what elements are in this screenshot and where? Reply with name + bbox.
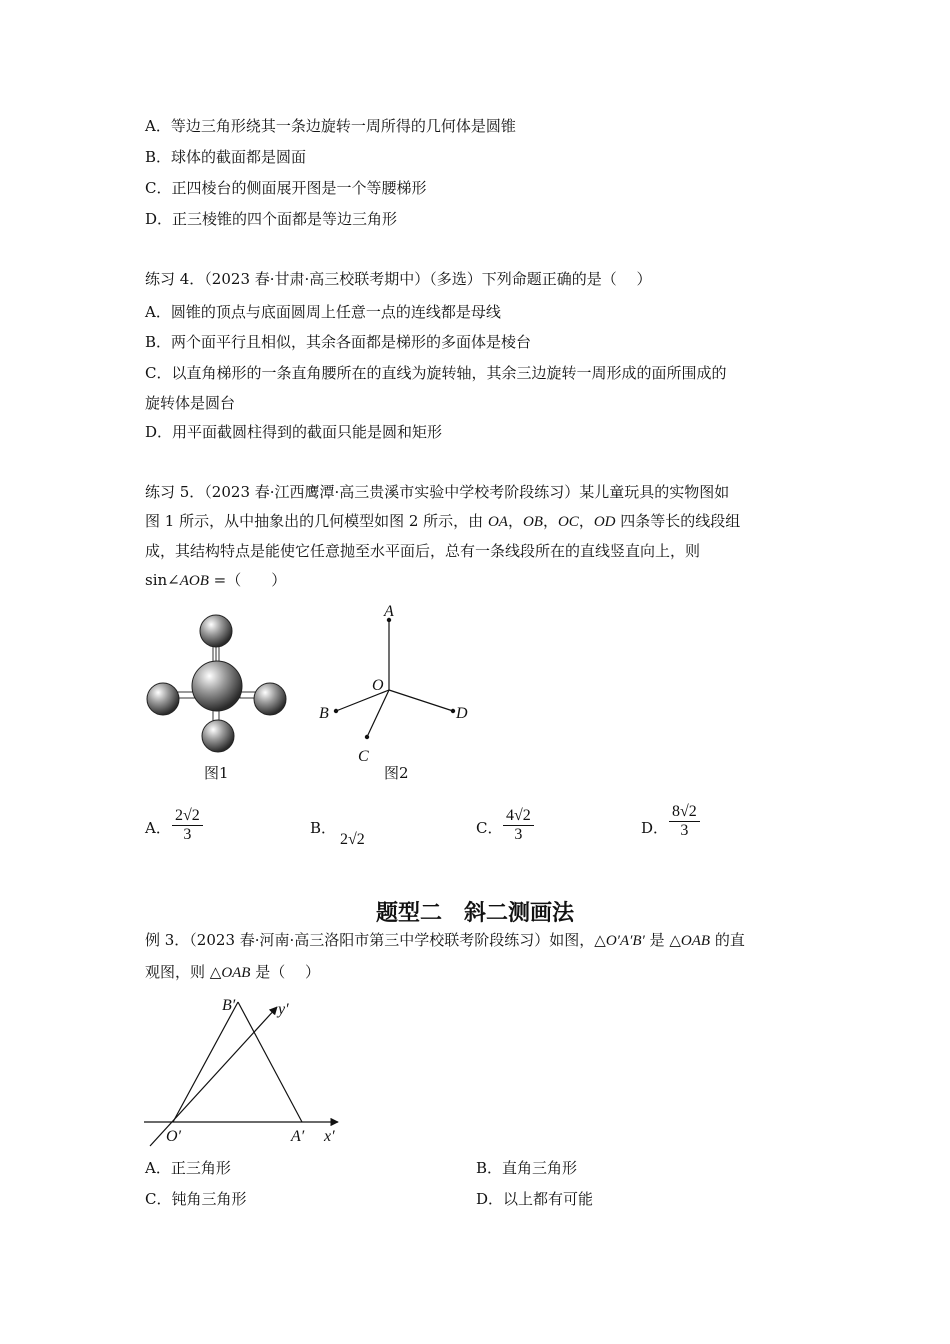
example3-line2: 观图，则 △OAB 是（ ）: [145, 963, 321, 981]
q3-option-c: C．正四棱台的侧面展开图是一个等腰梯形: [145, 179, 427, 197]
section-title: 题型二 斜二测画法: [375, 901, 574, 926]
example3-line1: 例 3．（2023 春·河南·高三洛阳市第三中学校联考阶段练习）如图，△O′A′B′ 是 △OAB 的直: [145, 931, 745, 949]
ex5-choice-d: $\frac{8√2}{3}$: [669, 803, 700, 840]
figure-2-caption: 图2: [384, 764, 409, 782]
fig2-label-d: D: [456, 705, 468, 722]
fig2-label-c: C: [358, 748, 369, 765]
ex5-line4: sin∠AOB =（ ）: [145, 571, 287, 589]
ex4-option-a: A．圆锥的顶点与底面圆周上任意一点的连线都是母线: [145, 303, 501, 321]
ex4-option-d: D．用平面截圆柱得到的截面只能是圆和矩形: [145, 423, 443, 441]
ex5-line2: 图 1 所示，从中抽象出的几何模型如图 2 所示，由 OA，OB，OC，OD 四条等长的线段组: [145, 512, 741, 530]
ex5-choice-b-label: B．: [310, 819, 337, 837]
ex5-line1: 练习 5．（2023 春·江西鹰潭·高三贵溪市实验中学校考阶段练习）某儿童玩具的实物图如: [145, 483, 730, 501]
seg-oc: OC: [557, 514, 579, 530]
fig2-label-o: O: [372, 677, 384, 694]
ex5-choice-d-label: D．: [641, 819, 669, 837]
ex4-stem: 练习 4．（2023 春·甘肃·高三校联考期中）（多选）下列命题正确的是（ ）: [145, 270, 652, 288]
seg-od: OD: [593, 514, 616, 530]
q3-option-a: A．等边三角形绕其一条边旋转一周所得的几何体是圆锥: [145, 117, 516, 135]
fig2-label-a: A: [384, 603, 394, 620]
example3-option-b: B．直角三角形: [476, 1159, 578, 1177]
ex3-label-x: x′: [324, 1128, 335, 1145]
figure-1-toy: [140, 608, 300, 758]
ex5-choice-c: $\frac{4√2}{3}$: [503, 807, 534, 844]
ex4-option-c: C．以直角梯形的一条直角腰所在的直线为旋转轴，其余三边旋转一周形成的面所围成的: [145, 364, 727, 382]
fig2-label-b: B: [319, 705, 329, 722]
example3-option-c: C．钝角三角形: [145, 1190, 247, 1208]
example3-option-a: A．正三角形: [145, 1159, 231, 1177]
ex5-choice-c-label: C．: [476, 819, 503, 837]
ex5-choice-a-label: A．: [145, 819, 171, 837]
figure-2-model: [310, 600, 490, 770]
ex3-label-a: A′: [291, 1128, 305, 1145]
seg-ob: OB: [522, 514, 543, 530]
q3-option-b: B．球体的截面都是圆面: [145, 148, 307, 166]
q3-option-d: D．正三棱锥的四个面都是等边三角形: [145, 210, 398, 228]
ex5-line3: 成，其结构特点是能使它任意抛至水平面后，总有一条线段所在的直线竖直向上，则: [145, 542, 701, 560]
ex3-label-o: O′: [166, 1128, 182, 1145]
ex4-option-b: B．两个面平行且相似，其余各面都是梯形的多面体是棱台: [145, 333, 532, 351]
figure-1-caption: 图1: [204, 764, 229, 782]
ex3-label-b: B′: [222, 997, 236, 1014]
example3-figure: [140, 990, 360, 1150]
ex4-option-c-cont: 旋转体是圆台: [145, 394, 236, 412]
ex5-choice-a: $\frac{2√2}{3}$: [172, 807, 203, 844]
ex3-label-y: y′: [278, 1001, 289, 1018]
example3-option-d: D．以上都有可能: [476, 1190, 594, 1208]
ex5-choice-b: 2√2: [340, 831, 365, 848]
seg-oa: OA: [487, 514, 508, 530]
